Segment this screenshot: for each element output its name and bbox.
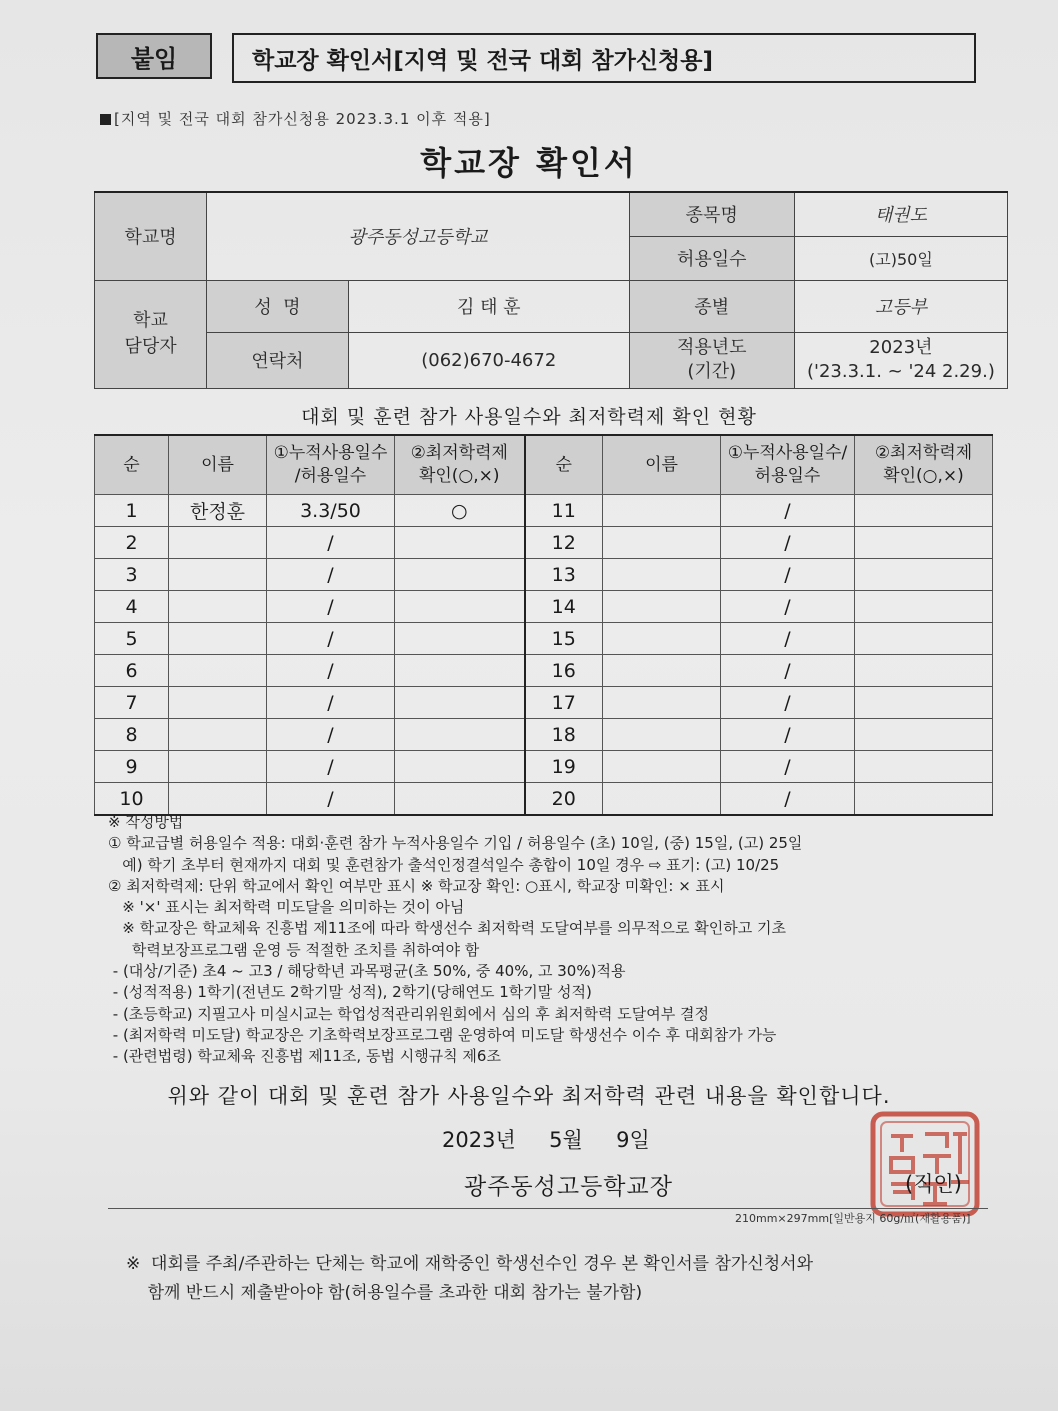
contact-value: (062)670-4672 (348, 332, 629, 388)
row-days-right: / (721, 687, 855, 719)
manager-label (95, 280, 207, 388)
row-min (395, 527, 525, 559)
row-min (395, 623, 525, 655)
row-no-right: 12 (525, 527, 603, 559)
col-header-min-right (855, 435, 993, 495)
row-days: / (267, 655, 395, 687)
row-no-right: 14 (525, 591, 603, 623)
applicability-note (100, 108, 491, 129)
year-label-line2: (기간) (687, 361, 737, 382)
col-header-no-right: 순 (525, 435, 603, 495)
row-name (169, 655, 267, 687)
manager-label-line1: 학교 (133, 310, 168, 331)
col-header-min-line1: ②최저학력제 (410, 443, 508, 463)
section-title: 대회 및 훈련 참가 사용일수와 최저학력제 확인 현황 (301, 406, 757, 428)
year-value-line1: 2023년 (869, 337, 933, 358)
row-no-right: 20 (525, 783, 603, 816)
table-header-row (95, 435, 993, 495)
row-min-right (855, 783, 993, 816)
row-no-right: 18 (525, 719, 603, 751)
row-days: / (267, 719, 395, 751)
row-days: / (267, 687, 395, 719)
col-header-name: 이름 (169, 435, 267, 495)
school-info-table (94, 191, 1008, 389)
sport-value: 태권도 (794, 192, 1007, 236)
col-header-min-right-line1: ②최저학력제 (874, 443, 973, 463)
table-row (95, 623, 993, 655)
table-row (95, 719, 993, 751)
row-no: 6 (95, 655, 169, 687)
row-min (395, 687, 525, 719)
row-days-right: / (721, 623, 855, 655)
note-line: - (초등학교) 지필고사 미실시교는 학업성적관리위원회에서 심의 후 최저학력 도달여부 결정 (108, 1004, 709, 1023)
col-header-min-line2: 확인(○,×) (418, 466, 500, 486)
row-days-right: / (721, 655, 855, 687)
note-line: ※ '×' 표시는 최저학력 미도달을 의미하는 것이 아님 (108, 898, 465, 917)
row-name (169, 623, 267, 655)
note-line: - (최저학력 미도달) 학교장은 기초학력보장프로그램 운영하여 미도달 학생선수 이수 후 대회참가 가능 (108, 1025, 777, 1044)
applicability-text: [지역 및 전국 대회 참가신청용 2023.3.1 이후 적용] (114, 110, 491, 128)
col-header-days-right (721, 435, 855, 495)
row-min-right (855, 719, 993, 751)
year-label (629, 332, 794, 388)
col-header-no: 순 (95, 435, 169, 495)
row-name-right (603, 527, 721, 559)
row-no: 1 (95, 495, 169, 527)
row-min: ○ (395, 495, 525, 527)
table-row (95, 687, 993, 719)
row-days-right: / (721, 751, 855, 783)
attachment-label: 붙임 (96, 33, 212, 79)
header-title: 학교장 확인서[지역 및 전국 대회 참가신청용] (232, 33, 976, 83)
col-header-min (395, 435, 525, 495)
row-name-right (603, 783, 721, 816)
footer-notice (126, 1250, 813, 1308)
row-min-right (855, 655, 993, 687)
row-name-right (603, 687, 721, 719)
row-days-right: / (721, 559, 855, 591)
row-name (169, 751, 267, 783)
table-row (95, 591, 993, 623)
row-no: 10 (95, 783, 169, 816)
paper-divider (108, 1208, 988, 1209)
row-name-right (603, 623, 721, 655)
row-no: 5 (95, 623, 169, 655)
row-no: 9 (95, 751, 169, 783)
row-no-right: 19 (525, 751, 603, 783)
document-title: 학교장 확인서 (420, 144, 638, 182)
row-min (395, 783, 525, 816)
manager-name-value: 김 태 훈 (348, 280, 629, 332)
col-header-name-right: 이름 (603, 435, 721, 495)
row-days: / (267, 623, 395, 655)
row-min (395, 591, 525, 623)
row-no: 8 (95, 719, 169, 751)
row-days: / (267, 559, 395, 591)
row-no-right: 13 (525, 559, 603, 591)
row-name (169, 527, 267, 559)
row-no: 4 (95, 591, 169, 623)
manager-label-line2: 담당자 (124, 336, 177, 357)
row-min (395, 655, 525, 687)
sport-label: 종목명 (629, 192, 794, 236)
notes-heading: ※ 작성방법 (108, 813, 184, 831)
seal-note: (직인) (905, 1172, 962, 1196)
row-days: 3.3/50 (267, 495, 395, 527)
footer-line: ※ 대회를 주최/주관하는 단체는 학교에 재학중인 학생선수인 경우 본 확인서를 참가신청서와 (126, 1254, 814, 1274)
note-line: 학력보장프로그램 운영 등 적절한 조치를 취하여야 함 (108, 940, 480, 959)
row-name (169, 719, 267, 751)
row-min-right (855, 495, 993, 527)
row-min (395, 751, 525, 783)
note-line: ② 최저학력제: 단위 학교에서 확인 여부만 표시 ※ 학교장 확인: ○표시, 학교장 미확인: × 표시 (108, 876, 725, 895)
row-name-right (603, 559, 721, 591)
col-header-days-line1: ①누적사용일수 (273, 443, 388, 463)
note-line: ※ 학교장은 학교체육 진흥법 제11조에 따라 학생선수 최저학력 도달여부를 의무적으로 확인하고 기초 (108, 919, 787, 938)
col-header-days-right-line1: ①누적사용일수/ (727, 443, 848, 463)
row-days-right: / (721, 591, 855, 623)
row-days-right: / (721, 495, 855, 527)
official-seal-icon (865, 1108, 985, 1220)
row-name: 한정훈 (169, 495, 267, 527)
note-line: - (대상/기준) 초4 ~ 고3 / 해당학년 과목평균(초 50%, 중 40%, 고 30%)적용 (108, 962, 626, 981)
note-line: - (성적적용) 1학기(전년도 2학기말 성적), 2학기(당해연도 1학기말 성적) (108, 983, 592, 1002)
row-no: 7 (95, 687, 169, 719)
row-min-right (855, 559, 993, 591)
table-row (95, 783, 993, 816)
note-line: - (관련법령) 학교체육 진흥법 제11조, 동법 시행규칙 제6조 (108, 1047, 501, 1066)
row-min (395, 559, 525, 591)
year-label-line1: 적용년도 (676, 337, 747, 358)
division-value: 고등부 (794, 280, 1007, 332)
row-name-right (603, 655, 721, 687)
note-line: 예) 학기 초부터 현재까지 대회 및 훈련참가 출석인정결석일수 총합이 10일 경우 ⇨ 표기: (고) 10/25 (108, 855, 780, 874)
table-row (95, 655, 993, 687)
issue-date: 2023년 5월 9일 (442, 1128, 650, 1152)
student-list-table (94, 434, 993, 816)
confirmation-statement: 위와 같이 대회 및 훈련 참가 사용일수와 최저학력 관련 내용을 확인합니다. (167, 1084, 891, 1108)
row-days-right: / (721, 783, 855, 816)
school-name-value: 광주동성고등학교 (207, 192, 630, 280)
row-min (395, 719, 525, 751)
division-label: 종별 (629, 280, 794, 332)
paper-spec: 210mm×297mm[일반용지 60g/㎡(재활용품)] (735, 1212, 971, 1225)
year-value-line2: ('23.3.1. ~ '24 2.29.) (806, 361, 995, 382)
row-min-right (855, 751, 993, 783)
row-days-right: / (721, 719, 855, 751)
row-days: / (267, 591, 395, 623)
name-label: 성 명 (207, 280, 349, 332)
table-row (95, 559, 993, 591)
row-no-right: 15 (525, 623, 603, 655)
row-days: / (267, 751, 395, 783)
col-header-min-right-line2: 확인(○,×) (883, 466, 964, 486)
row-min-right (855, 591, 993, 623)
row-name (169, 687, 267, 719)
year-value (794, 332, 1007, 388)
row-name (169, 559, 267, 591)
col-header-days (267, 435, 395, 495)
table-row (95, 527, 993, 559)
col-header-days-right-line2: 허용일수 (754, 466, 821, 486)
footer-line: 함께 반드시 제출받아야 함(허용일수를 초과한 대회 참가는 불가함) (126, 1283, 643, 1303)
principal-name: 광주동성고등학교장 (464, 1174, 673, 1200)
col-header-days-line2: /허용일수 (294, 466, 367, 486)
row-no-right: 16 (525, 655, 603, 687)
row-min-right (855, 527, 993, 559)
row-no-right: 11 (525, 495, 603, 527)
row-no-right: 17 (525, 687, 603, 719)
allowed-days-label: 허용일수 (629, 236, 794, 280)
row-days: / (267, 527, 395, 559)
row-name-right (603, 751, 721, 783)
row-days-right: / (721, 527, 855, 559)
row-min-right (855, 623, 993, 655)
allowed-days-value: (고)50일 (794, 236, 1007, 280)
row-days: / (267, 783, 395, 816)
table-row (95, 751, 993, 783)
writing-instructions (108, 812, 1008, 1068)
row-no: 2 (95, 527, 169, 559)
row-name-right (603, 591, 721, 623)
row-name-right (603, 495, 721, 527)
table-row (95, 495, 993, 527)
row-name (169, 783, 267, 816)
contact-label: 연락처 (207, 332, 349, 388)
note-line: ① 학교급별 허용일수 적용: 대회·훈련 참가 누적사용일수 기입 / 허용일수 (초) 10일, (중) 15일, (고) 25일 (108, 834, 803, 853)
row-no: 3 (95, 559, 169, 591)
square-bullet-icon (100, 114, 111, 125)
school-name-label: 학교명 (95, 192, 207, 280)
row-name (169, 591, 267, 623)
row-name-right (603, 719, 721, 751)
row-min-right (855, 687, 993, 719)
